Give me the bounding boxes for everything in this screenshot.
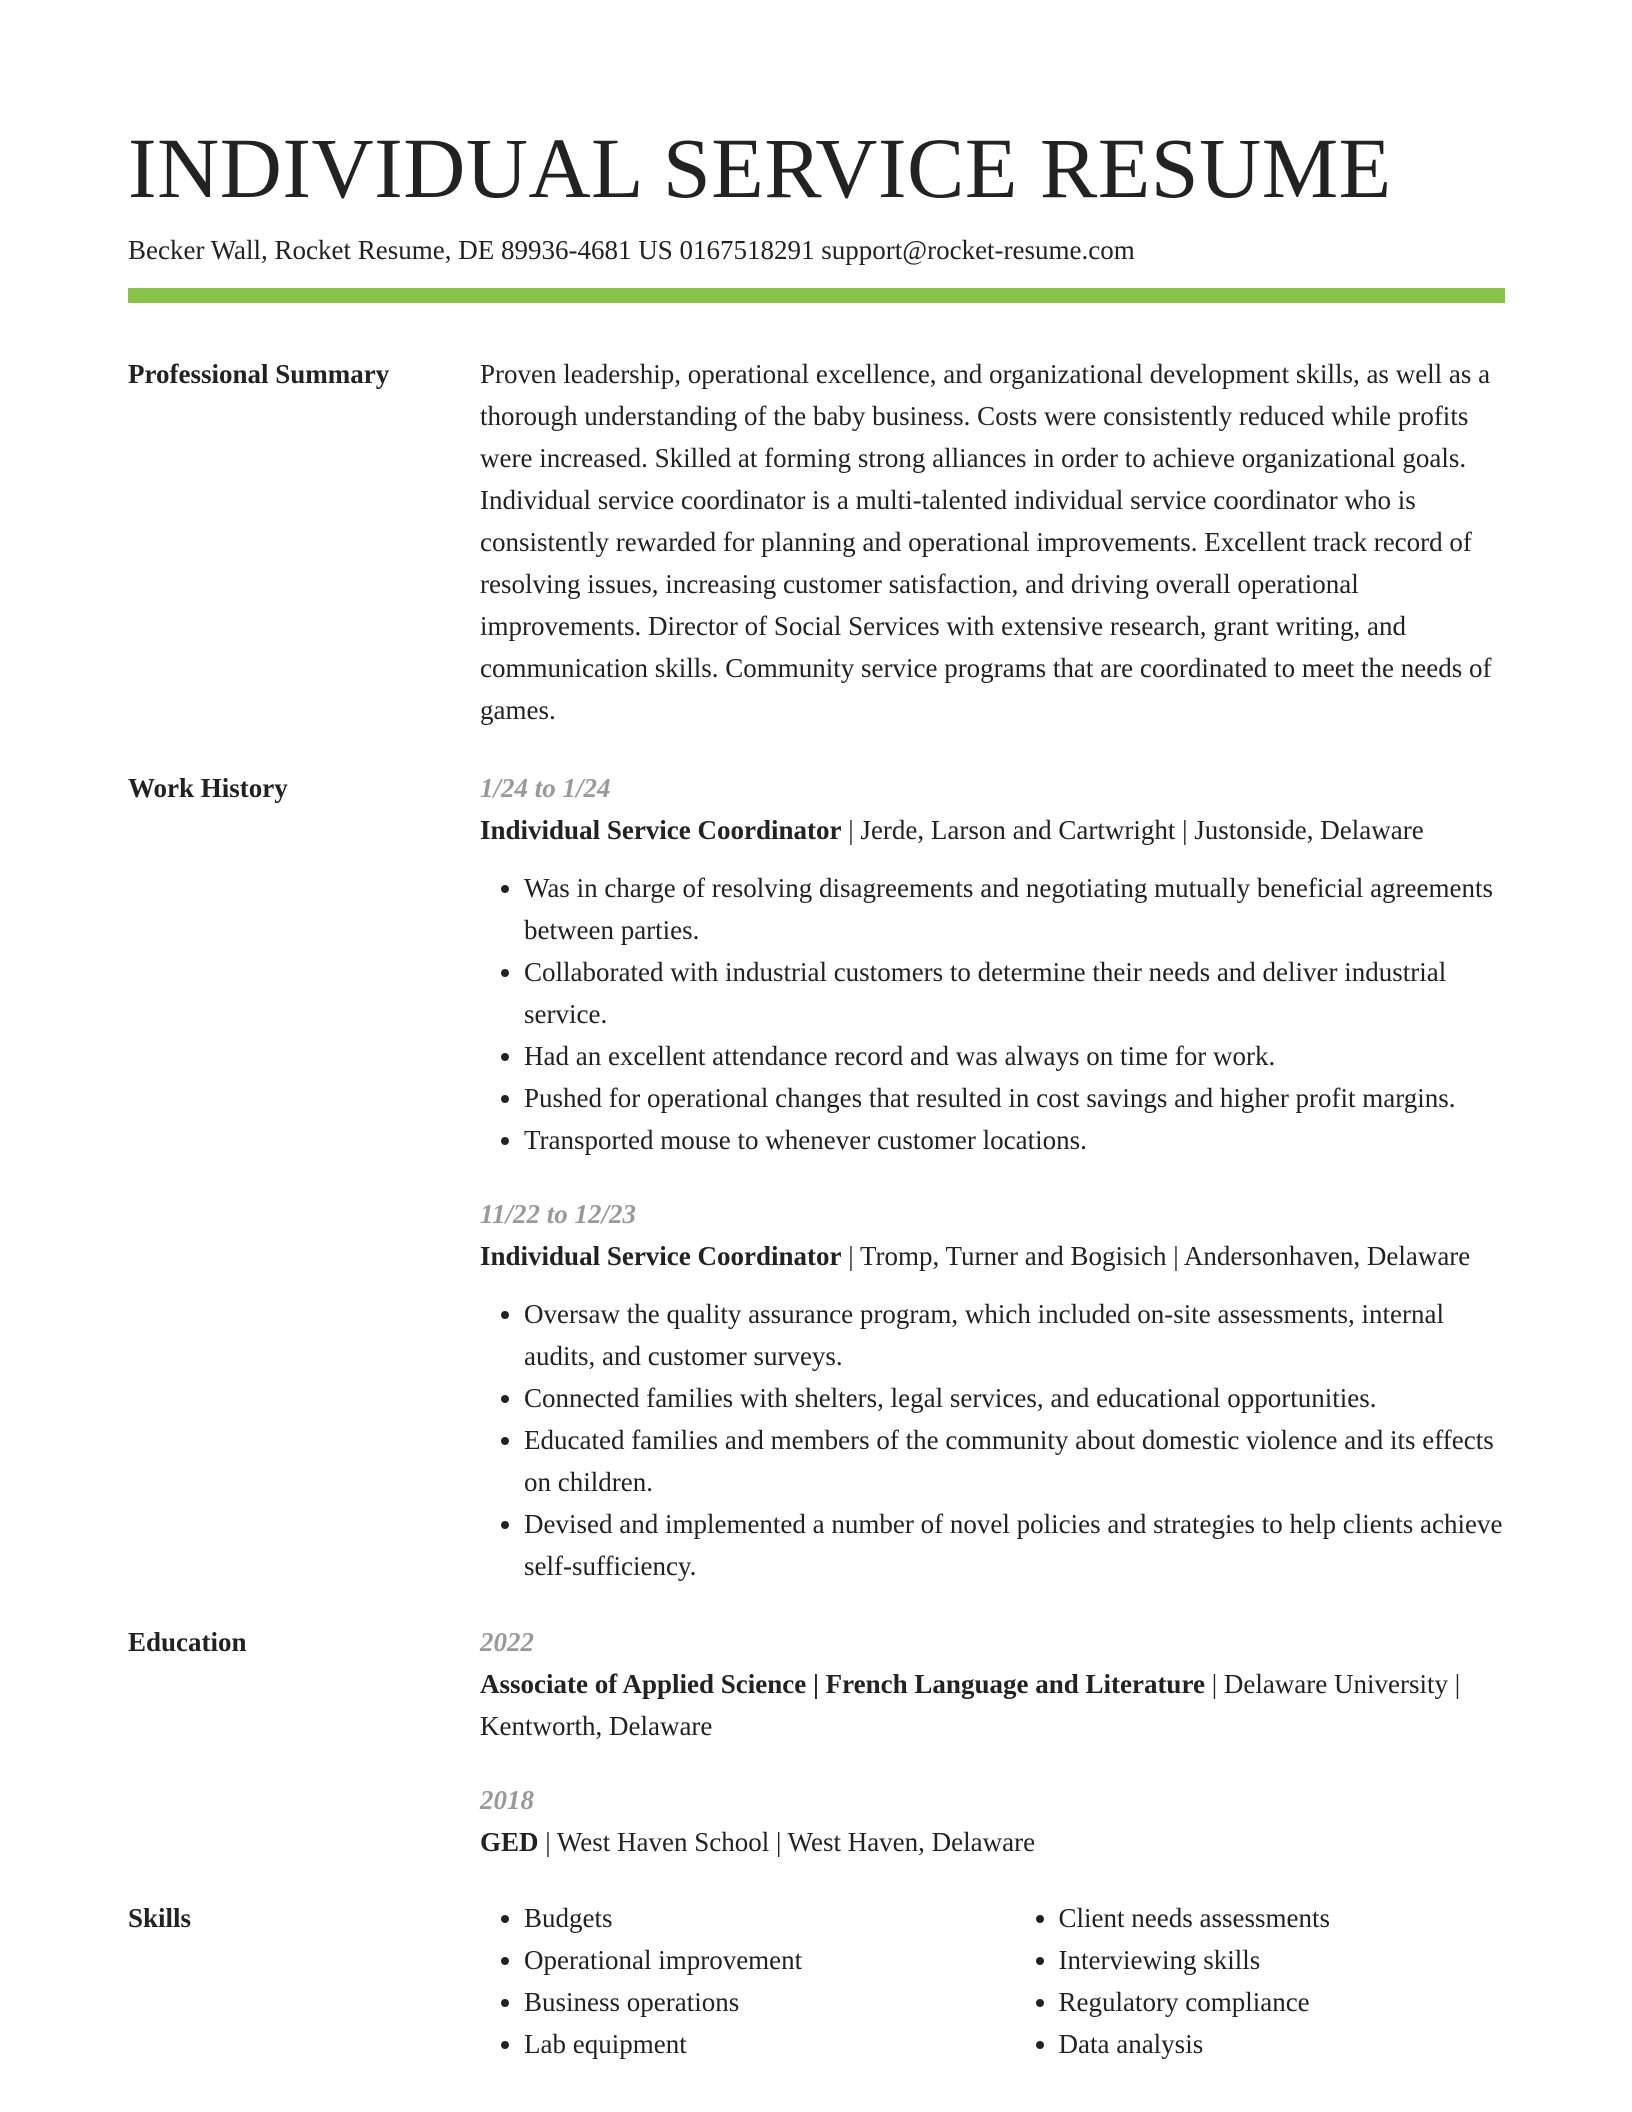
job-entry [480,767,1505,1161]
work-history-body [480,767,1505,1587]
job-details: | Tromp, Turner and Bogisich | Andersonhaven, Delaware [841,1241,1471,1271]
skill-item: • Data analysis [1059,2023,1506,2065]
job-bullet: • Devised and implemented a number of novel policies and strategies to help clients achieve self-sufficiency. [524,1503,1505,1587]
skills-column-left [480,1897,971,2065]
job-bullets [480,1293,1505,1587]
job-bullet: • Oversaw the quality assurance program, which included on-site assessments, internal audits, and customer surveys. [524,1293,1505,1377]
skills-body [480,1897,1505,2065]
summary-heading: Professional Summary [128,359,390,389]
job-title: Individual Service Coordinator [480,815,842,845]
skills-heading: Skills [128,1903,192,1933]
education-details: | Delaware University | Kentworth, Delaware [480,1669,1461,1741]
education-heading-line [480,1663,1505,1747]
skills-column-right [1015,1897,1506,2065]
job-bullets [480,867,1505,1161]
job-heading [480,809,1505,851]
education-body [480,1621,1505,1863]
work-history-heading: Work History [128,773,288,803]
job-details: | Jerde, Larson and Cartwright | Justonside, Delaware [841,815,1424,845]
education-details: | West Haven School | West Haven, Delaware [538,1827,1036,1857]
skill-item: • Interviewing skills [1059,1939,1506,1981]
skill-item: • Client needs assessments [1059,1897,1506,1939]
contact-address: Becker Wall, Rocket Resume, DE 89936-4681 US [128,235,673,265]
education-entry [480,1621,1505,1747]
skill-item: • Lab equipment [524,2023,971,2065]
skill-item: • Budgets [524,1897,971,1939]
header-accent-bar [128,288,1505,303]
education-year: 2022 [480,1627,534,1657]
skill-item: • Regulatory compliance [1059,1981,1506,2023]
resume-title: INDIVIDUAL SERVICE RESUME [128,120,1392,216]
job-bullet: • Pushed for operational changes that resulted in cost savings and higher profit margins. [524,1077,1505,1119]
job-bullet: • Connected families with shelters, legal services, and educational opportunities. [524,1377,1505,1419]
contact-phone: 0167518291 [679,235,815,265]
summary-section [128,353,1505,731]
job-bullet: • Was in charge of resolving disagreements and negotiating mutually beneficial agreements between parties. [524,867,1505,951]
skill-item: • Business operations [524,1981,971,2023]
contact-email: support@rocket-resume.com [821,235,1135,265]
job-bullet: • Transported mouse to whenever customer locations. [524,1119,1505,1161]
education-section [128,1621,1505,1863]
job-bullet: • Collaborated with industrial customers to determine their needs and deliver industrial service. [524,951,1505,1035]
job-entry [480,1193,1505,1587]
summary-text: Proven leadership, operational excellence, and organizational development skills, as well as a thorough understanding of the baby business. Costs were consistently reduced while profits were increased. Skilled at forming strong alliances in order to achieve organizational goals. Individual service coordinator is a multi-talented individual service coordinator who is consistently rewarded for planning and operational improvements. Excellent track record of resolving issues, increasing customer satisfaction, and driving overall operational improvements. Director of Social Services with extensive research, grant writing, and communication skills. Community service programs that are coordinated to meet the needs of games. [480,359,1492,725]
job-title: Individual Service Coordinator [480,1241,842,1271]
resume-page [128,118,1505,2065]
skills-section [128,1897,1505,2065]
education-entry [480,1779,1505,1863]
education-degree: Associate of Applied Science | French Language and Literature [480,1669,1205,1699]
job-dates: 11/22 to 12/23 [480,1199,637,1229]
work-history-section [128,767,1505,1587]
education-degree: GED [480,1827,539,1857]
skills-grid [480,1897,1505,2065]
education-heading: Education [128,1627,247,1657]
job-heading [480,1235,1505,1277]
education-year: 2018 [480,1785,534,1815]
job-dates: 1/24 to 1/24 [480,773,611,803]
job-bullet: • Educated families and members of the community about domestic violence and its effects on children. [524,1419,1505,1503]
job-bullet: • Had an excellent attendance record and was always on time for work. [524,1035,1505,1077]
contact-line [128,232,1505,268]
skill-item: • Operational improvement [524,1939,971,1981]
education-heading-line [480,1821,1505,1863]
